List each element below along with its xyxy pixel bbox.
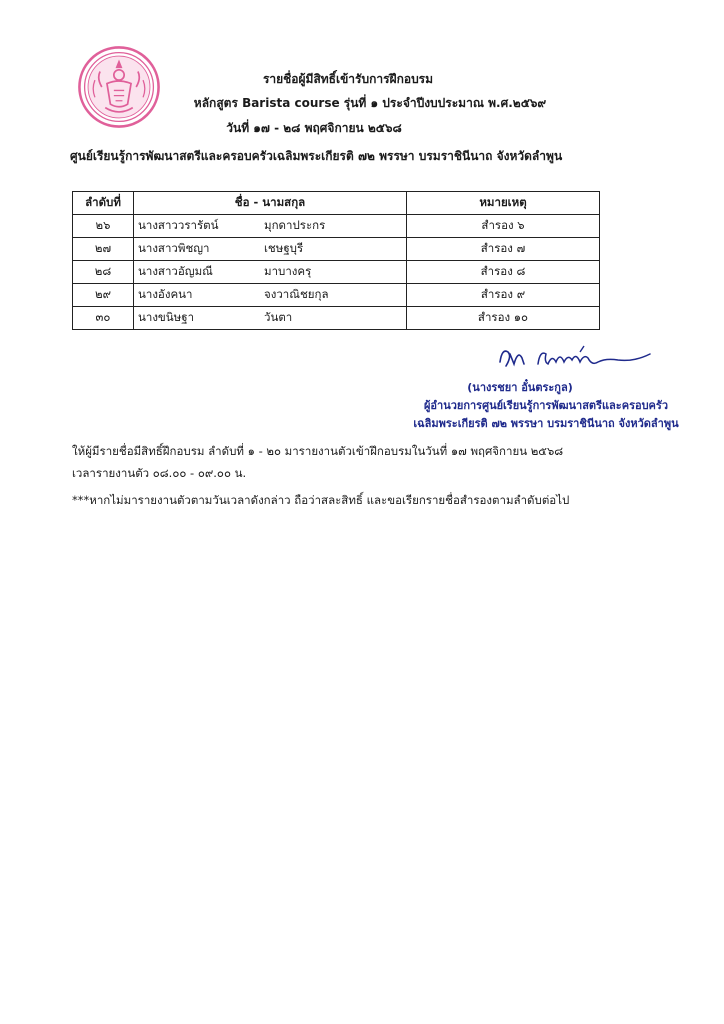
handwritten-signature <box>494 340 654 376</box>
row-number: ๒๗ <box>73 238 134 261</box>
row-note: สำรอง ๖ <box>407 215 600 238</box>
signatory-name: (นางรชยา อั๋นตระกูล) <box>467 381 573 394</box>
table-header-row <box>73 192 600 215</box>
table-row <box>73 215 600 238</box>
training-dates: วันที่ ๑๗ - ๒๘ พฤศจิกายน ๒๕๖๘ <box>226 121 402 135</box>
row-number: ๓๐ <box>73 307 134 330</box>
organization-name: ศูนย์เรียนรู้การพัฒนาสตรีและครอบครัวเฉลิมพระเกียรติ ๗๒ พรรษา บรมราชินีนาถ จังหวัดลำพูน <box>70 149 563 163</box>
first-name: นางสาวพิชญา <box>138 241 210 255</box>
table-row <box>73 261 600 284</box>
row-name <box>134 307 407 330</box>
last-name: เชษฐบุรี <box>264 241 304 255</box>
signatory-position-1: ผู้อำนวยการศูนย์เรียนรู้การพัฒนาสตรีและครอบครัว <box>423 399 669 412</box>
course-title: หลักสูตร Barista course รุ่นที่ ๑ ประจำปีงบประมาณ พ.ศ.๒๕๖๙ <box>193 96 547 110</box>
row-number: ๒๖ <box>73 215 134 238</box>
signatory-position-2: เฉลิมพระเกียรติ ๗๒ พรรษา บรมราชินีนาถ จังหวัดลำพูน <box>413 417 679 430</box>
row-note: สำรอง ๑๐ <box>407 307 600 330</box>
col-header-name: ชื่อ - นามสกุล <box>134 192 407 215</box>
col-header-number: ลำดับที่ <box>73 192 134 215</box>
forfeit-notice: ***หากไม่มารายงานตัวตามวันเวลาดังกล่าว ถือว่าสละสิทธิ์ และขอเรียกรายชื่อสำรองตามลำดับต่อไป <box>72 493 570 507</box>
table-row <box>73 284 600 307</box>
row-name <box>134 261 407 284</box>
last-name: จงวาณิชยกุล <box>264 287 329 301</box>
col-header-note: หมายเหตุ <box>407 192 600 215</box>
table-row <box>73 307 600 330</box>
row-name <box>134 238 407 261</box>
row-number: ๒๘ <box>73 261 134 284</box>
first-name: นางขนิษฐา <box>138 310 195 324</box>
row-name <box>134 284 407 307</box>
table-row <box>73 238 600 261</box>
first-name: นางสาวอัญมณี <box>138 264 213 278</box>
trainee-table <box>72 191 600 330</box>
reporting-instruction: ให้ผู้มีรายชื่อมีสิทธิ์ฝึกอบรม ลำดับที่ ๑ - ๒๐ มารายงานตัวเข้าฝึกอบรมในวันที่ ๑๗ พฤศจิกายน ๒๕๖๘ <box>72 444 564 458</box>
row-name <box>134 215 407 238</box>
row-note: สำรอง ๗ <box>407 238 600 261</box>
document-title: รายชื่อผู้มีสิทธิ์เข้ารับการฝึกอบรม <box>262 72 434 86</box>
row-note: สำรอง ๘ <box>407 261 600 284</box>
first-name: นางสาววรารัตน์ <box>138 218 219 232</box>
row-note: สำรอง ๙ <box>407 284 600 307</box>
last-name: มาบางครุ <box>264 264 312 278</box>
last-name: มุกดาประกร <box>264 218 326 232</box>
reporting-time: เวลารายงานตัว ๐๘.๐๐ - ๐๙.๐๐ น. <box>72 466 247 480</box>
row-number: ๒๙ <box>73 284 134 307</box>
first-name: นางอังคนา <box>138 287 193 301</box>
last-name: วันตา <box>264 310 293 324</box>
